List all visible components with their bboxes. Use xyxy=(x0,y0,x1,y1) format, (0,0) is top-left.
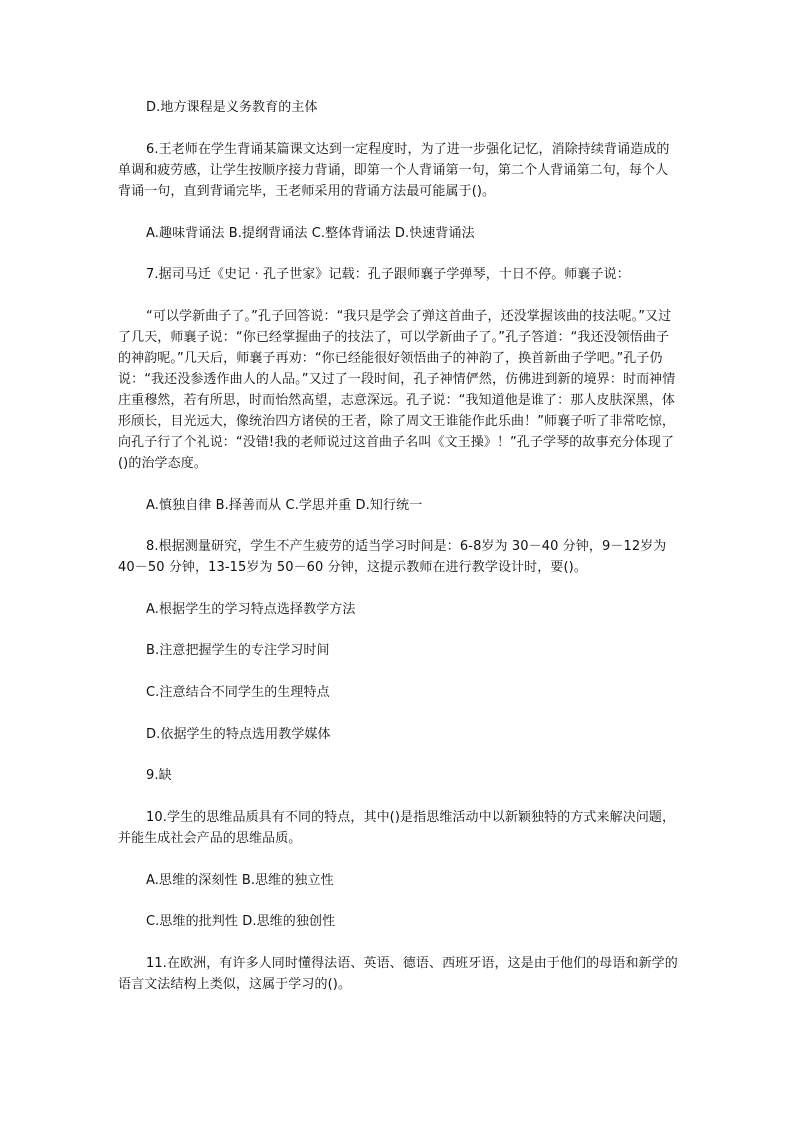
question-8-option-b: B.注意把握学生的专注学习时间 xyxy=(146,643,330,658)
question-7: 7.据司马迁《史记 · 孔子世家》记载：孔子跟师襄子学弹琴，十日不停。师襄子说： xyxy=(146,267,630,282)
question-11: 11.在欧洲，有许多人同时懂得法语、英语、德语、西班牙语，这是由于他们的母语和新学的语言文法结构上类似，这属于学习的()。 xyxy=(118,956,678,992)
question-8-option-d: D.依据学生的特点选用教学媒体 xyxy=(146,727,331,742)
question-8: 8.根据测量研究，学生不产生疲劳的适当学习时间是：6-8岁为 30－40 分钟，9－12岁为 40－50 分钟，13-15岁为 50－60 分钟，这提示教师在进行教学设计时，要()。 xyxy=(118,539,667,575)
question-8-option-c: C.注意结合不同学生的生理特点 xyxy=(146,685,330,700)
question-6: 6.王老师在学生背诵某篇课文达到一定程度时，为了进一步强化记忆，消除持续背诵造成的单调和疲劳感，让学生按顺序接力背诵，即第一个人背诵第一句，第二个人背诵第二句，每个人背诵一句，直到背诵完毕，王老师采用的背诵方法最可能属于()。 xyxy=(118,142,670,199)
question-8-option-a: A.根据学生的学习特点选择教学方法 xyxy=(146,602,356,617)
question-10-options-ab: A.思维的深刻性 B.思维的独立性 xyxy=(146,873,334,888)
question-10-options-cd: C.思维的批判性 D.思维的独创性 xyxy=(146,914,336,929)
question-6-options: A.趣味背诵法 B.提纲背诵法 C.整体背诵法 D.快速背诵法 xyxy=(146,226,475,241)
question-7-story: “可以学新曲子了。”孔子回答说：“我只是学会了弹这首曲子，还没掌握该曲的技法呢。”又过了几天，师襄子说：“你已经掌握曲子的技法了，可以学新曲子了。”孔子答道：“我还没领悟曲子的神韵呢。”几天后，师襄子再劝：“你已经能很好领悟曲子的神韵了，换首新曲子学吧。”孔子仍说：“我还没参透作曲人的人品。”又过了一段时间，孔子神情俨然，仿佛进到新的境界：时而神情庄重穆然，若有所思，时而怡然高望，志意深远。孔子说：“我知道他是谁了：那人皮肤深黑，体形颀长，目光远大，像统治四方诸侯的王者，除了周文王谁能作此乐曲！”师襄子听了非常吃惊，向孔子行了个礼说：“没错!我的老师说过这首曲子名叫《文王操》！”孔子学琴的故事充分体现了()的治学态度。 xyxy=(118,309,676,471)
question-7-options: A.慎独自律 B.择善而从 C.学思并重 D.知行统一 xyxy=(146,498,423,513)
question-10: 10.学生的思维品质具有不同的特点，其中()是指思维活动中以新颖独特的方式来解决问题，并能生成社会产品的思维品质。 xyxy=(118,810,676,846)
question-9: 9.缺 xyxy=(146,768,172,783)
option-d-local-curriculum: D.地方课程是义务教育的主体 xyxy=(146,100,318,115)
